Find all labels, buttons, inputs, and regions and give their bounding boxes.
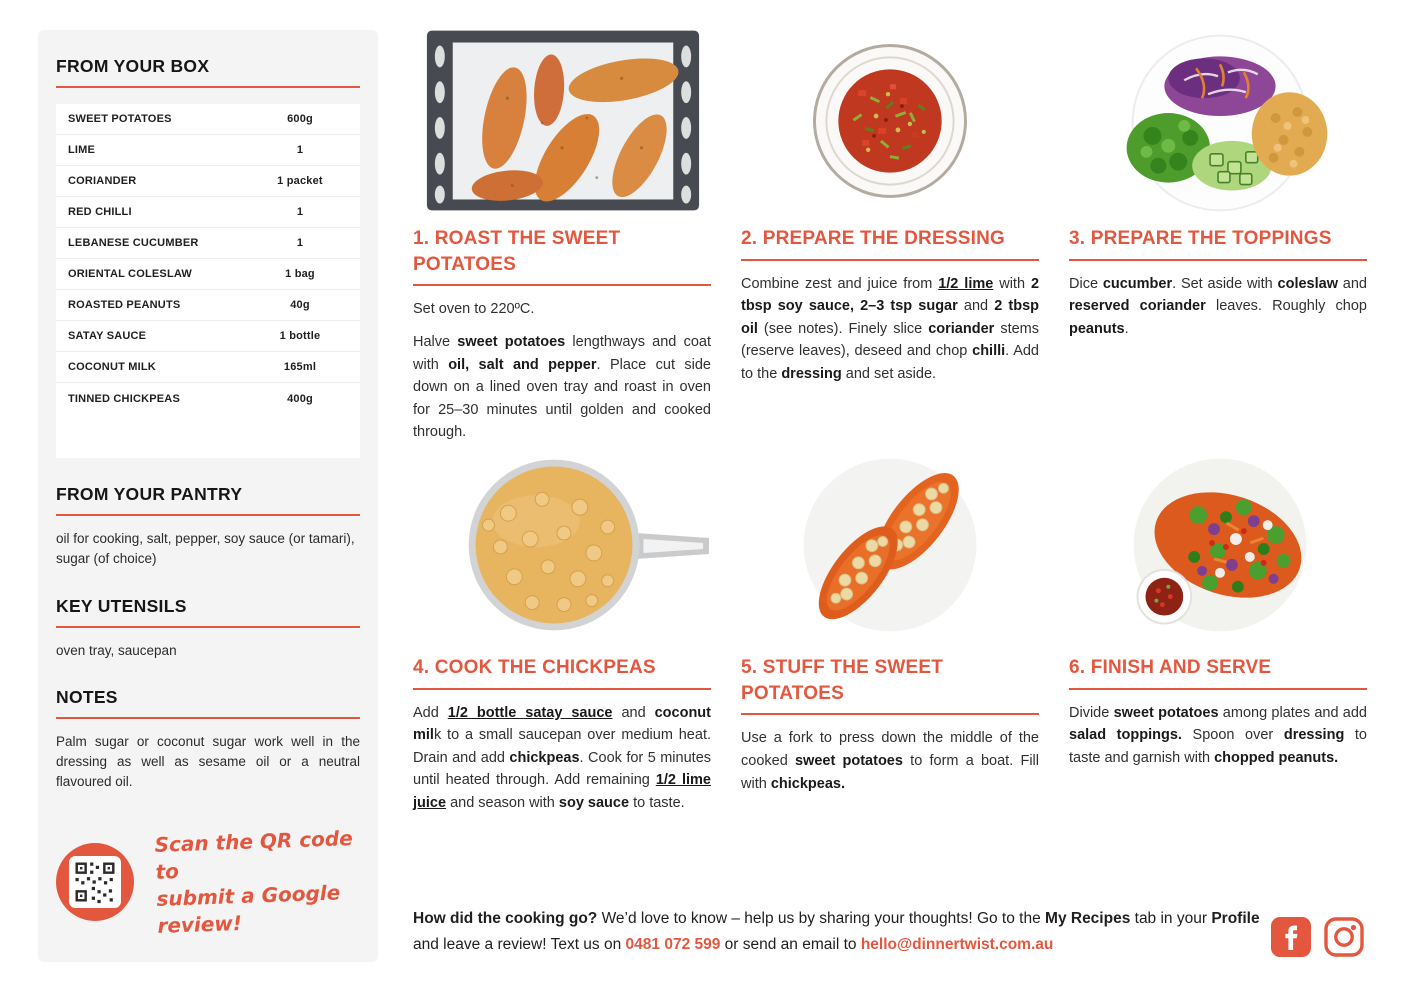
ingredient-qty: 1 packet (277, 175, 323, 187)
from-your-pantry-heading: FROM YOUR PANTRY (56, 484, 360, 516)
qr-code-icon (56, 843, 134, 921)
utensils-text: oven tray, saucepan (56, 642, 177, 658)
table-row (56, 321, 360, 352)
table-row (56, 166, 360, 197)
sidebar (38, 30, 378, 962)
step-2 (741, 28, 1039, 455)
ingredient-name: ROASTED PEANUTS (68, 299, 181, 311)
key-utensils-heading: KEY UTENSILS (56, 596, 360, 628)
table-row (56, 104, 360, 135)
step-4-text: Add 1/2 bottle satay sauce and coconut milk to a small saucepan over medium heat. Drain and add chickpeas. Cook for 5 minutes until heated through. Add remaining 1/2 lime juice and season with soy sauce to taste. (413, 704, 712, 812)
ingredient-name: RED CHILLI (68, 206, 132, 218)
qr-review-block (56, 825, 378, 938)
table-row (56, 290, 360, 321)
step-5 (741, 455, 1039, 815)
table-row (56, 228, 360, 259)
step-1 (413, 28, 711, 455)
ingredient-qty: 1 (296, 206, 304, 218)
ingredient-qty: 1 bag (285, 268, 315, 280)
steps-grid (413, 28, 1367, 815)
step-6 (1069, 455, 1367, 815)
qr-caption: Scan the QR code to submit a Google review! (154, 825, 354, 938)
ingredient-name: CORIANDER (68, 175, 137, 187)
ingredient-name: ORIENTAL COLESLAW (68, 268, 192, 280)
step-6-title: 6. FINISH AND SERVE (1069, 655, 1367, 690)
notes-text: Palm sugar or coconut sugar work well in the dressing as well as sesame oil or a neutral flavoured oil. (56, 733, 360, 790)
footer-text: How did the cooking go? We’d love to know – help us by sharing your thoughts! Go to the My Recipes tab in your Profile and leave a review! Text us on 0481 072 599 or send an email to hello@dinnertwist.com.au (413, 910, 1260, 954)
step-5-title: 5. STUFF THE SWEET POTATOES (741, 655, 1039, 715)
step-5-photo-stuffed-sweet-potatoes (741, 455, 1039, 635)
ingredient-qty: 165ml (283, 361, 317, 373)
ingredient-qty: 1 bottle (279, 330, 321, 342)
ingredient-qty: 1 (296, 144, 304, 156)
ingredient-qty: 600g (287, 113, 313, 125)
notes-heading: NOTES (56, 687, 360, 719)
step-2-title: 2. PREPARE THE DRESSING (741, 226, 1039, 261)
step-4-title: 4. COOK THE CHICKPEAS (413, 655, 711, 690)
step-1-title: 1. ROAST THE SWEET POTATOES (413, 226, 711, 286)
from-your-box-heading: FROM YOUR BOX (56, 56, 360, 88)
facebook-icon[interactable] (1271, 917, 1311, 957)
ingredient-name: COCONUT MILK (68, 361, 156, 373)
step-1-text: Halve sweet potatoes lengthways and coat with oil, salt and pepper. Place cut side down on a lined oven tray and roast in oven for 25–30 minutes until golden and cooked through. (413, 333, 711, 441)
step-1-photo-roasted-sweet-potatoes-tray (413, 28, 711, 213)
table-row (56, 197, 360, 228)
table-row (56, 135, 360, 166)
table-row (56, 383, 360, 414)
step-5-text: Use a fork to press down the middle of the cooked sweet potatoes to form a boat. Fill with chickpeas. (741, 730, 1039, 792)
step-3 (1069, 28, 1367, 455)
step-2-photo-dressing-bowl (741, 28, 1039, 213)
ingredient-name: SWEET POTATOES (68, 113, 172, 125)
step-6-text: Divide sweet potatoes among plates and add salad toppings. Spoon over dressing to taste and garnish with chopped peanuts. (1069, 704, 1368, 766)
step-3-title: 3. PREPARE THE TOPPINGS (1069, 226, 1367, 261)
ingredient-name: LEBANESE CUCUMBER (68, 237, 199, 249)
step-2-text: Combine zest and juice from 1/2 lime with 2 tbsp soy sauce, 2–3 tsp sugar and 2 tbsp oil (see notes). Finely slice coriander stems (reserve leaves), deseed and chop chilli. Add to the dressing and set aside. (741, 275, 1040, 383)
step-4-photo-saucepan-chickpeas (413, 455, 711, 635)
ingredient-name: LIME (68, 144, 96, 156)
ingredient-name: SATAY SAUCE (68, 330, 147, 342)
step-1-text: Set oven to 220ºC. (413, 301, 535, 318)
table-row (56, 352, 360, 383)
table-row (56, 259, 360, 290)
step-3-photo-toppings-plate (1069, 28, 1367, 213)
ingredient-name: TINNED CHICKPEAS (68, 392, 180, 405)
ingredients-table (56, 104, 360, 458)
ingredient-qty: 400g (287, 392, 313, 405)
ingredient-qty: 1 (296, 237, 304, 249)
step-4 (413, 455, 711, 815)
ingredient-qty: 40g (290, 299, 310, 311)
pantry-text: oil for cooking, salt, pepper, soy sauce (or tamari), sugar (of choice) (56, 531, 355, 567)
step-6-photo-finished-plate (1069, 455, 1367, 635)
step-3-text: Dice cucumber. Set aside with coleslaw and reserved coriander leaves. Roughly chop peanuts. (1069, 275, 1367, 337)
social-icons (1271, 916, 1365, 958)
instagram-icon[interactable] (1323, 916, 1365, 958)
